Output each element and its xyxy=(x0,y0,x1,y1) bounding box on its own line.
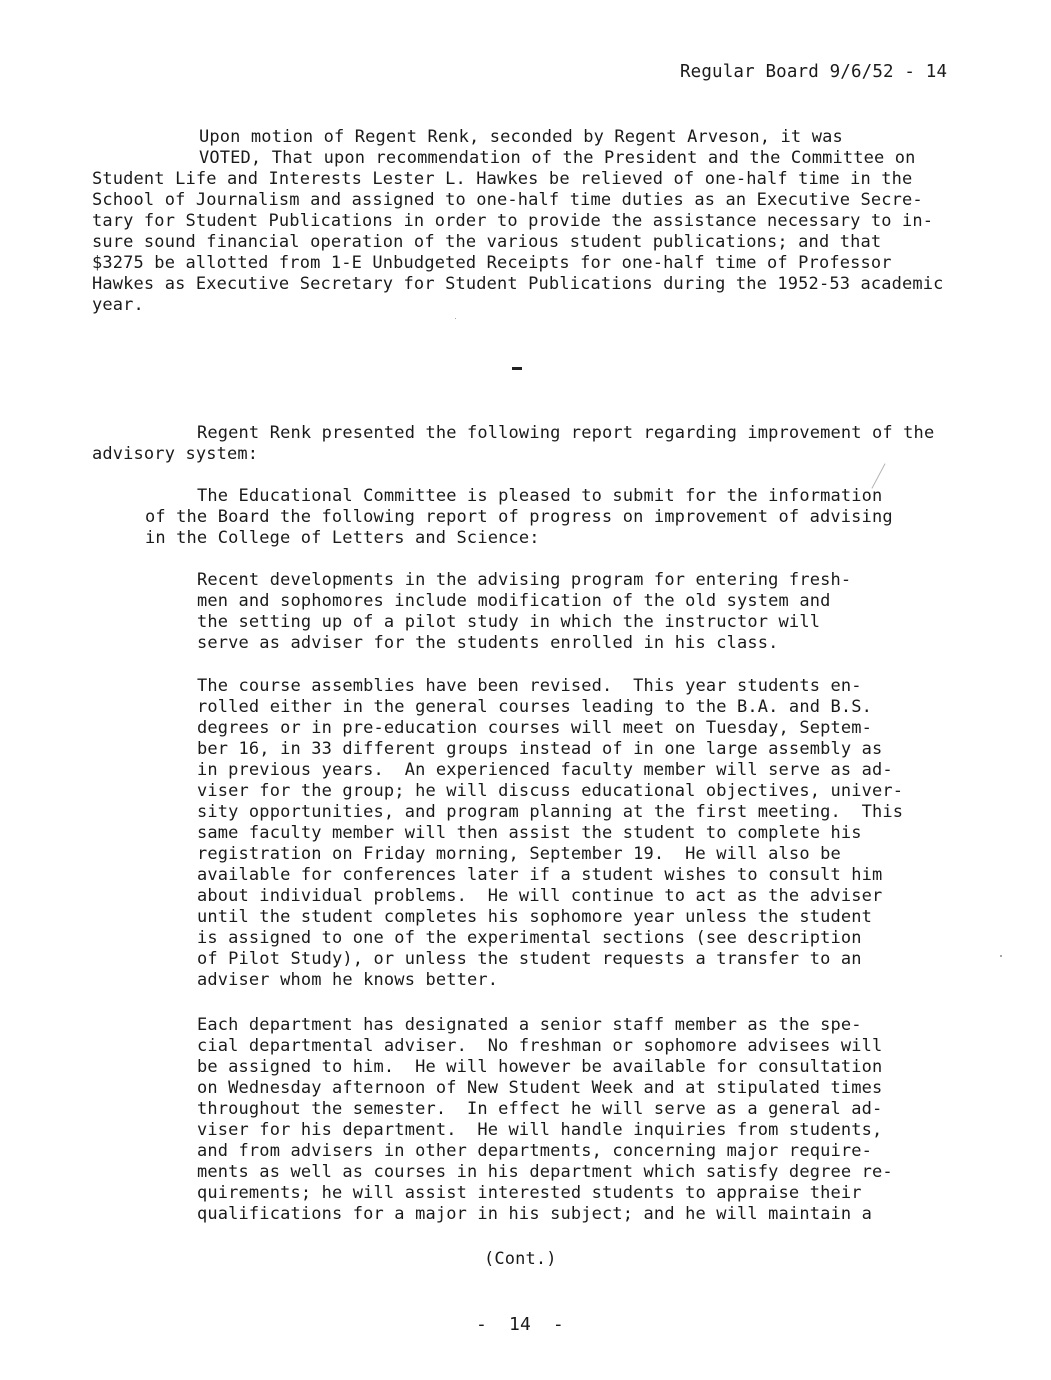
para3-line: throughout the semester. In effect he will serve as a general ad- xyxy=(197,1099,883,1119)
para3-line: viser for his department. He will handle inquiries from students, xyxy=(197,1120,883,1140)
para3-line: ments as well as courses in his department which satisfy degree re- xyxy=(197,1162,893,1182)
page-header: Regular Board 9/6/52 - 14 xyxy=(680,62,948,82)
scan-speck xyxy=(1000,955,1002,957)
para2-line: in previous years. An experienced faculty member will serve as ad- xyxy=(197,760,893,780)
motion-line: Hawkes as Executive Secretary for Student Publications during the 1952-53 academic xyxy=(92,274,944,294)
committee-line: in the College of Letters and Science: xyxy=(145,528,540,548)
para1-line: Recent developments in the advising program for entering fresh- xyxy=(197,570,852,590)
para2-line: viser for the group; he will discuss educational objectives, univer- xyxy=(197,781,904,801)
motion-line: Upon motion of Regent Renk, seconded by Regent Arveson, it was xyxy=(199,127,843,147)
para2-line: same faculty member will then assist the student to complete his xyxy=(197,823,862,843)
motion-line: $3275 be allotted from 1-E Unbudgeted Receipts for one-half time of Professor xyxy=(92,253,892,273)
continued-label: (Cont.) xyxy=(484,1249,557,1269)
para2-line: until the student completes his sophomore year unless the student xyxy=(197,907,873,927)
para1-line: serve as adviser for the students enrolled in his class. xyxy=(197,633,779,653)
para3-line: quirements; he will assist interested students to appraise their xyxy=(197,1183,862,1203)
separator-dash xyxy=(512,367,522,370)
motion-line: Student Life and Interests Lester L. Hawkes be relieved of one-half time in the xyxy=(92,169,913,189)
motion-line: VOTED, That upon recommendation of the President and the Committee on xyxy=(199,148,916,168)
committee-line: of the Board the following report of progress on improvement of advising xyxy=(145,507,893,527)
motion-line: sure sound financial operation of the various student publications; and that xyxy=(92,232,882,252)
para2-line: about individual problems. He will continue to act as the adviser xyxy=(197,886,883,906)
para3-line: cial departmental adviser. No freshman or sophomore advisees will xyxy=(197,1036,883,1056)
motion-line: year. xyxy=(92,295,144,315)
para3-line: qualifications for a major in his subject; and he will maintain a xyxy=(197,1204,873,1224)
motion-line: School of Journalism and assigned to one-half time duties as an Executive Secre- xyxy=(92,190,923,210)
para3-line: be assigned to him. He will however be available for consultation xyxy=(197,1057,883,1077)
pen-mark xyxy=(871,463,885,488)
para2-line: available for conferences later if a student wishes to consult him xyxy=(197,865,883,885)
para2-line: rolled either in the general courses leading to the B.A. and B.S. xyxy=(197,697,873,717)
para2-line: is assigned to one of the experimental sections (see description xyxy=(197,928,862,948)
para1-line: men and sophomores include modification of the old system and xyxy=(197,591,831,611)
motion-line: tary for Student Publications in order to provide the assistance necessary to in- xyxy=(92,211,934,231)
para2-line: degrees or in pre-education courses will meet on Tuesday, Septem- xyxy=(197,718,873,738)
page-number: - 14 - xyxy=(476,1314,564,1335)
para2-line: adviser whom he knows better. xyxy=(197,970,499,990)
para2-line: The course assemblies have been revised. This year students en- xyxy=(197,676,862,696)
report-intro-line: Regent Renk presented the following report regarding improvement of the xyxy=(197,423,935,443)
committee-line: The Educational Committee is pleased to submit for the information xyxy=(197,486,883,506)
para1-line: the setting up of a pilot study in which the instructor will xyxy=(197,612,821,632)
para3-line: Each department has designated a senior staff member as the spe- xyxy=(197,1015,862,1035)
scan-speck xyxy=(455,318,456,319)
para3-line: and from advisers in other departments, concerning major require- xyxy=(197,1141,873,1161)
para2-line: registration on Friday morning, September 19. He will also be xyxy=(197,844,841,864)
para2-line: sity opportunities, and program planning at the first meeting. This xyxy=(197,802,904,822)
report-intro-line: advisory system: xyxy=(92,444,259,464)
para2-line: ber 16, in 33 different groups instead of in one large assembly as xyxy=(197,739,883,759)
para3-line: on Wednesday afternoon of New Student Week and at stipulated times xyxy=(197,1078,883,1098)
para2-line: of Pilot Study), or unless the student requests a transfer to an xyxy=(197,949,862,969)
